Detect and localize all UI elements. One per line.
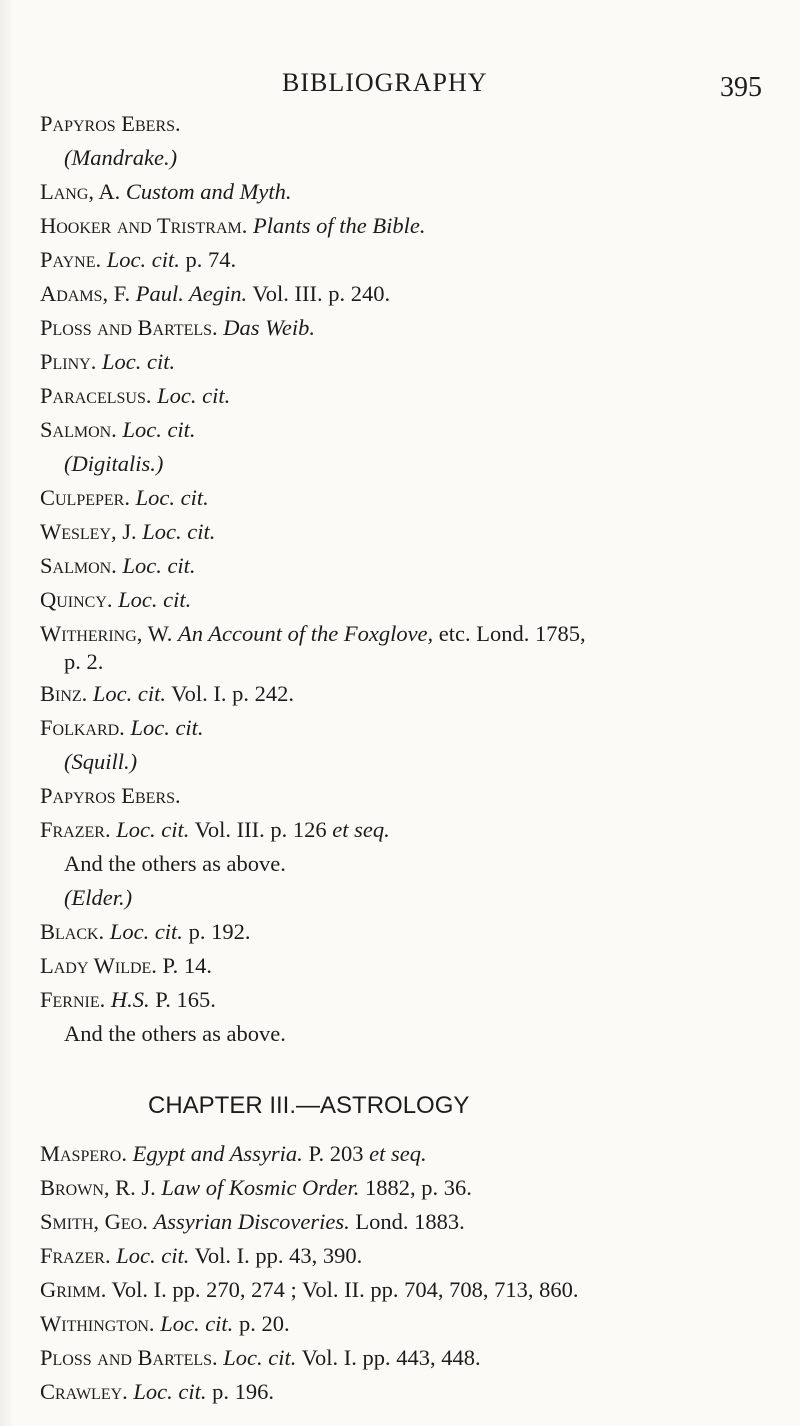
entry-title: Loc. cit. (142, 519, 216, 544)
entry-title: Loc. cit. (106, 247, 180, 272)
entry-author: Fernie. (40, 987, 106, 1012)
entry-line (40, 178, 292, 206)
entry-line (40, 816, 390, 844)
entry-author: Frazer. (40, 817, 111, 842)
entry-title: Loc. cit. (135, 485, 209, 510)
entry-line (40, 680, 294, 708)
entry-author: Quincy. (40, 587, 113, 612)
entry-line (40, 1140, 427, 1168)
page-edge-shadow (0, 0, 14, 1426)
entry-author: Withering, W. (40, 621, 173, 646)
entry-author: Black. (40, 919, 105, 944)
entry-title: Loc. cit. (109, 919, 183, 944)
running-head: BIBLIOGRAPHY (282, 68, 488, 97)
entry-ref-italic: et seq. (369, 1141, 427, 1166)
entry-line (40, 212, 425, 240)
entry-ref-italic: et seq. (332, 817, 390, 842)
entry-line (40, 620, 586, 648)
entry-line (40, 518, 215, 546)
entry-title: Loc. cit. (101, 349, 176, 374)
entry-ref: etc. Lond. 1785, (438, 621, 586, 646)
entry-title: Loc. cit. (92, 681, 167, 706)
entry-ref: p. 192. (188, 919, 251, 944)
entry-title: H.S. (110, 987, 150, 1012)
entry-author: Salmon. (40, 553, 117, 578)
entry-ref: p. 20. (238, 1311, 290, 1336)
entry-ref: Vol. I. pp. 443, 448. (301, 1345, 481, 1370)
entry-line (40, 1276, 578, 1304)
entry-title: Assyrian Discoveries. (153, 1209, 350, 1234)
entry-title: Das Weib. (223, 315, 315, 340)
entry-title: Loc. cit. (157, 383, 231, 408)
entry-ref: Vol. III. p. 126 (194, 817, 327, 842)
entry-author: Ploss and Bartels. (40, 315, 218, 340)
entry-continuation (64, 1020, 286, 1048)
entry-title: Loc. cit. (122, 553, 196, 578)
page-number: 395 (720, 72, 762, 103)
entry-line (40, 1174, 472, 1202)
entry-line (40, 1310, 290, 1338)
subject-label: (Digitalis.) (64, 451, 164, 476)
entry-author: Papyros Ebers. (40, 111, 181, 136)
subject-label: (Squill.) (64, 749, 138, 774)
entry-author: Paracelsus. (40, 383, 152, 408)
entry-author: Crawley. (40, 1379, 128, 1404)
entry-author: Papyros Ebers. (40, 783, 181, 808)
entry-line (40, 1242, 362, 1270)
entry-author: Salmon. (40, 417, 117, 442)
entry-ref: P. 203 (308, 1141, 364, 1166)
entry-title: Loc. cit. (223, 1345, 297, 1370)
subject-heading (64, 884, 132, 912)
entry-ref: P. 165. (155, 987, 216, 1012)
entry-line (40, 348, 175, 376)
entry-ref: Vol. I. pp. 43, 390. (194, 1243, 363, 1268)
entry-line (40, 586, 191, 614)
entry-author: Folkard. (40, 715, 125, 740)
entry-title: Egypt and Assyria. (132, 1141, 303, 1166)
entry-ref: Vol. I. p. 242. (171, 681, 294, 706)
entry-line (40, 110, 181, 138)
entry-title: Loc. cit. (160, 1311, 234, 1336)
entry-note: And the others as above. (64, 1021, 286, 1046)
entry-line (40, 1208, 465, 1236)
entry-ref: Vol. I. pp. 270, 274 ; Vol. II. pp. 704, 708, 713, 860. (111, 1277, 579, 1302)
entry-line (40, 552, 196, 580)
entry-title: Law of Kosmic Order. (161, 1175, 360, 1200)
entry-ref: p. 74. (185, 247, 237, 272)
entry-line (40, 986, 216, 1014)
entry-title: Loc. cit. (116, 817, 190, 842)
entry-author: Lang, A. (40, 179, 121, 204)
entry-line (40, 918, 250, 946)
entry-author: Binz. (40, 681, 88, 706)
entry-line (40, 1344, 481, 1372)
entry-ref: P. 14. (162, 953, 212, 978)
entry-author: Withington. (40, 1311, 155, 1336)
entry-line (40, 714, 204, 742)
entry-ref: p. 196. (212, 1379, 275, 1404)
entry-author: Pliny. (40, 349, 97, 374)
entry-author: Frazer. (40, 1243, 111, 1268)
entry-ref: 1882, p. 36. (364, 1175, 472, 1200)
chapter-heading: CHAPTER III.—ASTROLOGY (148, 1092, 470, 1119)
subject-heading (64, 144, 177, 172)
subject-heading (64, 748, 137, 776)
entry-author: Culpeper. (40, 485, 130, 510)
subject-label: (Elder.) (64, 885, 133, 910)
entry-author: Lady Wilde. (40, 953, 157, 978)
entry-note: And the others as above. (64, 851, 286, 876)
entry-line (40, 952, 212, 980)
entry-line (40, 246, 236, 274)
entry-author: Brown, R. J. (40, 1175, 156, 1200)
entry-author: Grimm. (40, 1277, 107, 1302)
entry-continuation (64, 648, 103, 676)
entry-title: Loc. cit. (133, 1379, 207, 1404)
entry-author: Ploss and Bartels. (40, 1345, 218, 1370)
entry-line (40, 382, 230, 410)
entry-ref: Vol. III. p. 240. (252, 281, 391, 306)
entry-author: Hooker and Tristram. (40, 213, 248, 238)
entry-line (40, 280, 390, 308)
entry-line (40, 1378, 274, 1406)
subject-heading (64, 450, 163, 478)
entry-line (40, 416, 196, 444)
entry-author: Smith, Geo. (40, 1209, 148, 1234)
entry-author: Maspero. (40, 1141, 127, 1166)
entry-line (40, 782, 181, 810)
entry-title: Loc. cit. (118, 587, 192, 612)
entry-line (40, 484, 209, 512)
entry-title: Loc. cit. (122, 417, 196, 442)
entry-ref: p. 2. (64, 649, 104, 674)
entry-title: An Account of the Foxglove, (178, 621, 434, 646)
entry-title: Loc. cit. (130, 715, 204, 740)
entry-title: Paul. Aegin. (135, 281, 248, 306)
entry-author: Adams, F. (40, 281, 131, 306)
entry-author: Wesley, J. (40, 519, 137, 544)
entry-author: Payne. (40, 247, 102, 272)
entry-title: Custom and Myth. (125, 179, 292, 204)
entry-line (40, 314, 315, 342)
entry-ref: Lond. 1883. (355, 1209, 465, 1234)
entry-title: Loc. cit. (116, 1243, 190, 1268)
entry-title: Plants of the Bible. (253, 213, 426, 238)
entry-continuation (64, 850, 286, 878)
subject-label: (Mandrake.) (64, 145, 178, 170)
